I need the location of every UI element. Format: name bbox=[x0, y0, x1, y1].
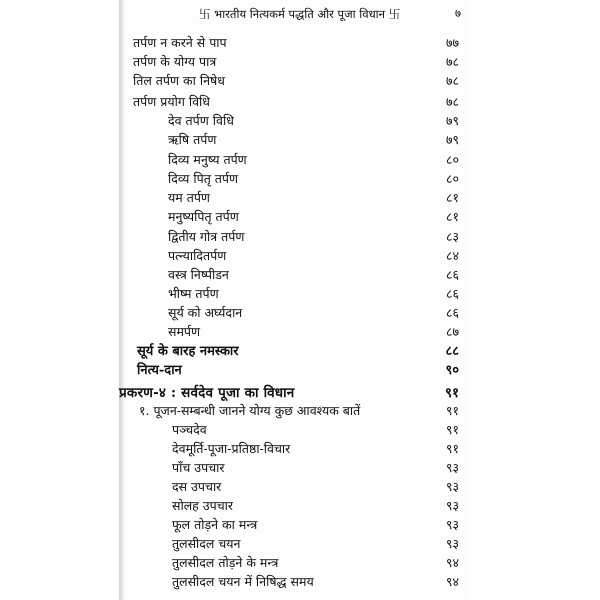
toc-entry bbox=[168, 284, 469, 303]
toc-entry-page: ८४ bbox=[445, 248, 459, 263]
toc-entry-label: पञ्चदेव bbox=[172, 422, 207, 437]
toc-entry-page: ७७ bbox=[445, 35, 459, 50]
toc-entry bbox=[168, 111, 469, 130]
toc-entry-page: ८६ bbox=[445, 267, 459, 282]
toc-entry-label: फूल तोड़ने का मन्त्र bbox=[172, 517, 258, 532]
toc-entry bbox=[168, 150, 469, 169]
toc-entry bbox=[172, 420, 469, 439]
toc-entry-page: ९१ bbox=[444, 385, 459, 401]
toc-entry-page: ७८ bbox=[445, 94, 459, 109]
toc-entry-page: ९१ bbox=[445, 441, 459, 456]
toc-entry bbox=[168, 322, 469, 341]
toc-entry-label: वस्त्र निष्पीडन bbox=[168, 267, 229, 282]
toc-entry-page: ८३ bbox=[445, 229, 459, 244]
toc-entry bbox=[172, 515, 469, 534]
header-title: 卐 भारतीय नित्यकर्म पद्धति और पूजा विधान 卐 bbox=[199, 7, 401, 21]
toc-entry bbox=[168, 303, 469, 322]
toc-entry-label: यम तर्पण bbox=[168, 190, 210, 205]
toc-entry-label: तुलसीदल तोड़ने के मन्त्र bbox=[172, 555, 279, 570]
toc-entry-page: ७८ bbox=[445, 54, 459, 69]
toc-entry-label: १. पूजन-सम्बन्धी जानने योग्य कुछ आवश्यक बातें bbox=[139, 403, 361, 418]
toc-entry bbox=[172, 477, 469, 496]
toc-entry bbox=[168, 169, 469, 188]
toc-entry-label: तिल तर्पण का निषेध bbox=[133, 73, 225, 88]
toc-entry-page: ७९ bbox=[445, 132, 459, 147]
toc-entry-label: नित्य-दान bbox=[137, 363, 182, 378]
toc-entry bbox=[133, 52, 469, 71]
toc-entry-page: ८६ bbox=[445, 286, 459, 301]
toc-entry-label: सूर्य के बारह नमस्कार bbox=[137, 344, 239, 359]
toc-entry-page: ९१ bbox=[445, 403, 459, 418]
toc-entry bbox=[139, 401, 469, 420]
toc-entry-page: ८६ bbox=[445, 305, 459, 320]
toc-entry bbox=[168, 188, 469, 207]
toc-entry bbox=[133, 33, 469, 52]
book-page bbox=[119, 0, 469, 600]
toc-entry-label: दिव्य मनुष्य तर्पण bbox=[168, 152, 247, 167]
toc-entry-page: ८० bbox=[445, 171, 459, 186]
table-of-contents bbox=[119, 0, 469, 600]
toc-entry-page: ८७ bbox=[445, 324, 459, 339]
toc-entry-label: ऋषि तर्पण bbox=[168, 132, 217, 147]
toc-entry-label: तर्पण के योग्य पात्र bbox=[133, 54, 217, 69]
toc-entry-page: ९३ bbox=[445, 536, 459, 551]
header-page-number: ७ bbox=[455, 6, 461, 20]
toc-entry bbox=[168, 130, 469, 149]
toc-entry-label: दस उपचार bbox=[172, 479, 222, 494]
toc-entry-page: ९४ bbox=[445, 555, 459, 570]
toc-entry bbox=[133, 71, 469, 90]
toc-entry-label: तर्पण न करने से पाप bbox=[133, 35, 227, 50]
toc-entry-page: ८१ bbox=[445, 190, 459, 205]
toc-entry-page: ८० bbox=[445, 152, 459, 167]
toc-entry bbox=[172, 534, 469, 553]
toc-entry-label: मनुष्यपितृ तर्पण bbox=[168, 209, 239, 224]
toc-entry-page: ९० bbox=[445, 363, 459, 378]
toc-entry bbox=[137, 342, 469, 361]
toc-entry-page: ८१ bbox=[445, 209, 459, 224]
toc-entry-page: ७९ bbox=[445, 113, 459, 128]
toc-entry bbox=[168, 227, 469, 246]
toc-entry bbox=[168, 265, 469, 284]
toc-entry-label: तर्पण प्रयोग विधि bbox=[133, 94, 210, 109]
toc-entry bbox=[133, 92, 469, 111]
toc-entry-page: ९३ bbox=[445, 498, 459, 513]
toc-entry bbox=[172, 439, 469, 458]
toc-entry bbox=[172, 553, 469, 572]
toc-entry-label: दिव्य पितृ तर्पण bbox=[168, 171, 239, 186]
toc-entry-label: भीष्म तर्पण bbox=[168, 286, 219, 301]
toc-entry bbox=[172, 496, 469, 515]
toc-entry bbox=[168, 207, 469, 226]
toc-entry-label: प्रकरण-४ : सर्वदेव पूजा का विधान bbox=[119, 385, 295, 401]
toc-entry-label: समर्पण bbox=[168, 324, 201, 339]
toc-entry-label: देव तर्पण विधि bbox=[168, 113, 234, 128]
toc-entry-label: देवमूर्ति-पूजा-प्रतिष्ठा-विचार bbox=[172, 441, 291, 456]
toc-entry-page: ९३ bbox=[445, 517, 459, 532]
toc-entry-page: ७८ bbox=[445, 73, 459, 88]
toc-entry-label: द्वितीय गोत्र तर्पण bbox=[168, 229, 245, 244]
toc-entry bbox=[172, 458, 469, 477]
toc-entry-label: तुलसीदल चयन bbox=[172, 536, 241, 551]
toc-entry bbox=[137, 361, 469, 380]
toc-entry-label: तुलसीदल चयन में निषिद्ध समय bbox=[172, 574, 314, 589]
toc-entry-label: सूर्य को अर्घ्यदान bbox=[168, 305, 243, 320]
toc-entry-label: पाँच उपचार bbox=[172, 460, 225, 475]
toc-entry-label: पत्न्यादितर्पण bbox=[168, 248, 227, 263]
toc-entry bbox=[168, 246, 469, 265]
toc-entry-label: सोलह उपचार bbox=[172, 498, 234, 513]
toc-entry-page: ९१ bbox=[445, 422, 459, 437]
toc-entry bbox=[172, 572, 469, 591]
toc-entry-page: ८८ bbox=[445, 344, 459, 359]
toc-entry-page: ९४ bbox=[445, 574, 459, 589]
toc-entry-page: ९३ bbox=[445, 479, 459, 494]
toc-entry-page: ९३ bbox=[445, 460, 459, 475]
